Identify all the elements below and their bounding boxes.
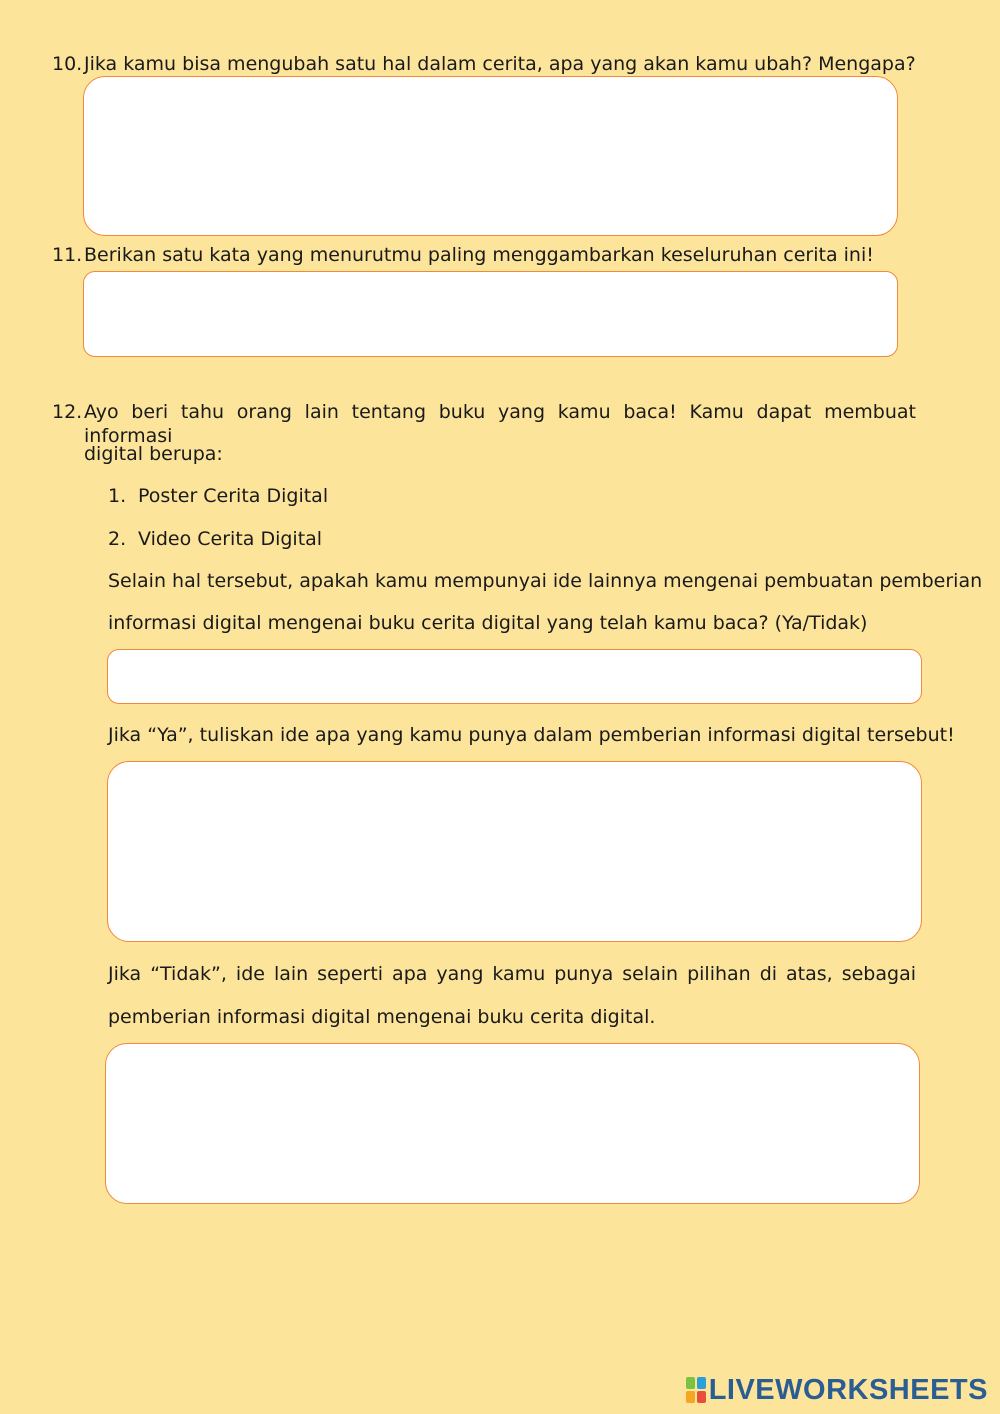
q12-if-no-line2: pemberian informasi digital mengenai buku cerita digital. <box>108 1006 656 1028</box>
q11-text: Berikan satu kata yang menurutmu paling menggambarkan keseluruhan cerita ini! <box>84 244 874 266</box>
q12-option-1-number: 1. <box>108 485 127 507</box>
q12-followup-line2: informasi digital mengenai buku cerita digital yang telah kamu baca? (Ya/Tidak) <box>108 612 868 634</box>
liveworksheets-logo-icon <box>686 1377 706 1403</box>
q12-if-no-line1: Jika “Tidak”, ide lain seperti apa yang kamu punya selain pilihan di atas, sebagai <box>108 963 916 985</box>
q11-answer-box[interactable] <box>83 271 898 357</box>
q12-followup-line1: Selain hal tersebut, apakah kamu mempunyai ide lainnya mengenai pembuatan pemberian <box>108 570 983 592</box>
q12-option-2-number: 2. <box>108 528 127 550</box>
q10-text: Jika kamu bisa mengubah satu hal dalam cerita, apa yang akan kamu ubah? Mengapa? <box>84 53 916 75</box>
q12-option-1-label: Poster Cerita Digital <box>138 485 329 507</box>
q12-intro-line1: Ayo beri tahu orang lain tentang buku yang kamu baca! Kamu dapat membuat informasi <box>84 401 916 447</box>
q12-choice-box[interactable] <box>107 649 922 704</box>
q11-number: 11. <box>52 244 83 266</box>
q12-number: 12. <box>52 401 83 423</box>
liveworksheets-logo <box>686 1374 988 1406</box>
q10-number: 10. <box>52 53 83 75</box>
q12-yes-answer-box[interactable] <box>107 761 922 942</box>
liveworksheets-logo-text: LIVEWORKSHEETS <box>708 1373 988 1406</box>
q12-no-answer-box[interactable] <box>105 1043 920 1204</box>
q12-option-2-label: Video Cerita Digital <box>138 528 323 550</box>
q12-if-yes-text: Jika “Ya”, tuliskan ide apa yang kamu punya dalam pemberian informasi digital tersebut! <box>108 724 955 746</box>
q12-intro-line2: digital berupa: <box>84 443 223 465</box>
q10-answer-box[interactable] <box>83 76 898 236</box>
